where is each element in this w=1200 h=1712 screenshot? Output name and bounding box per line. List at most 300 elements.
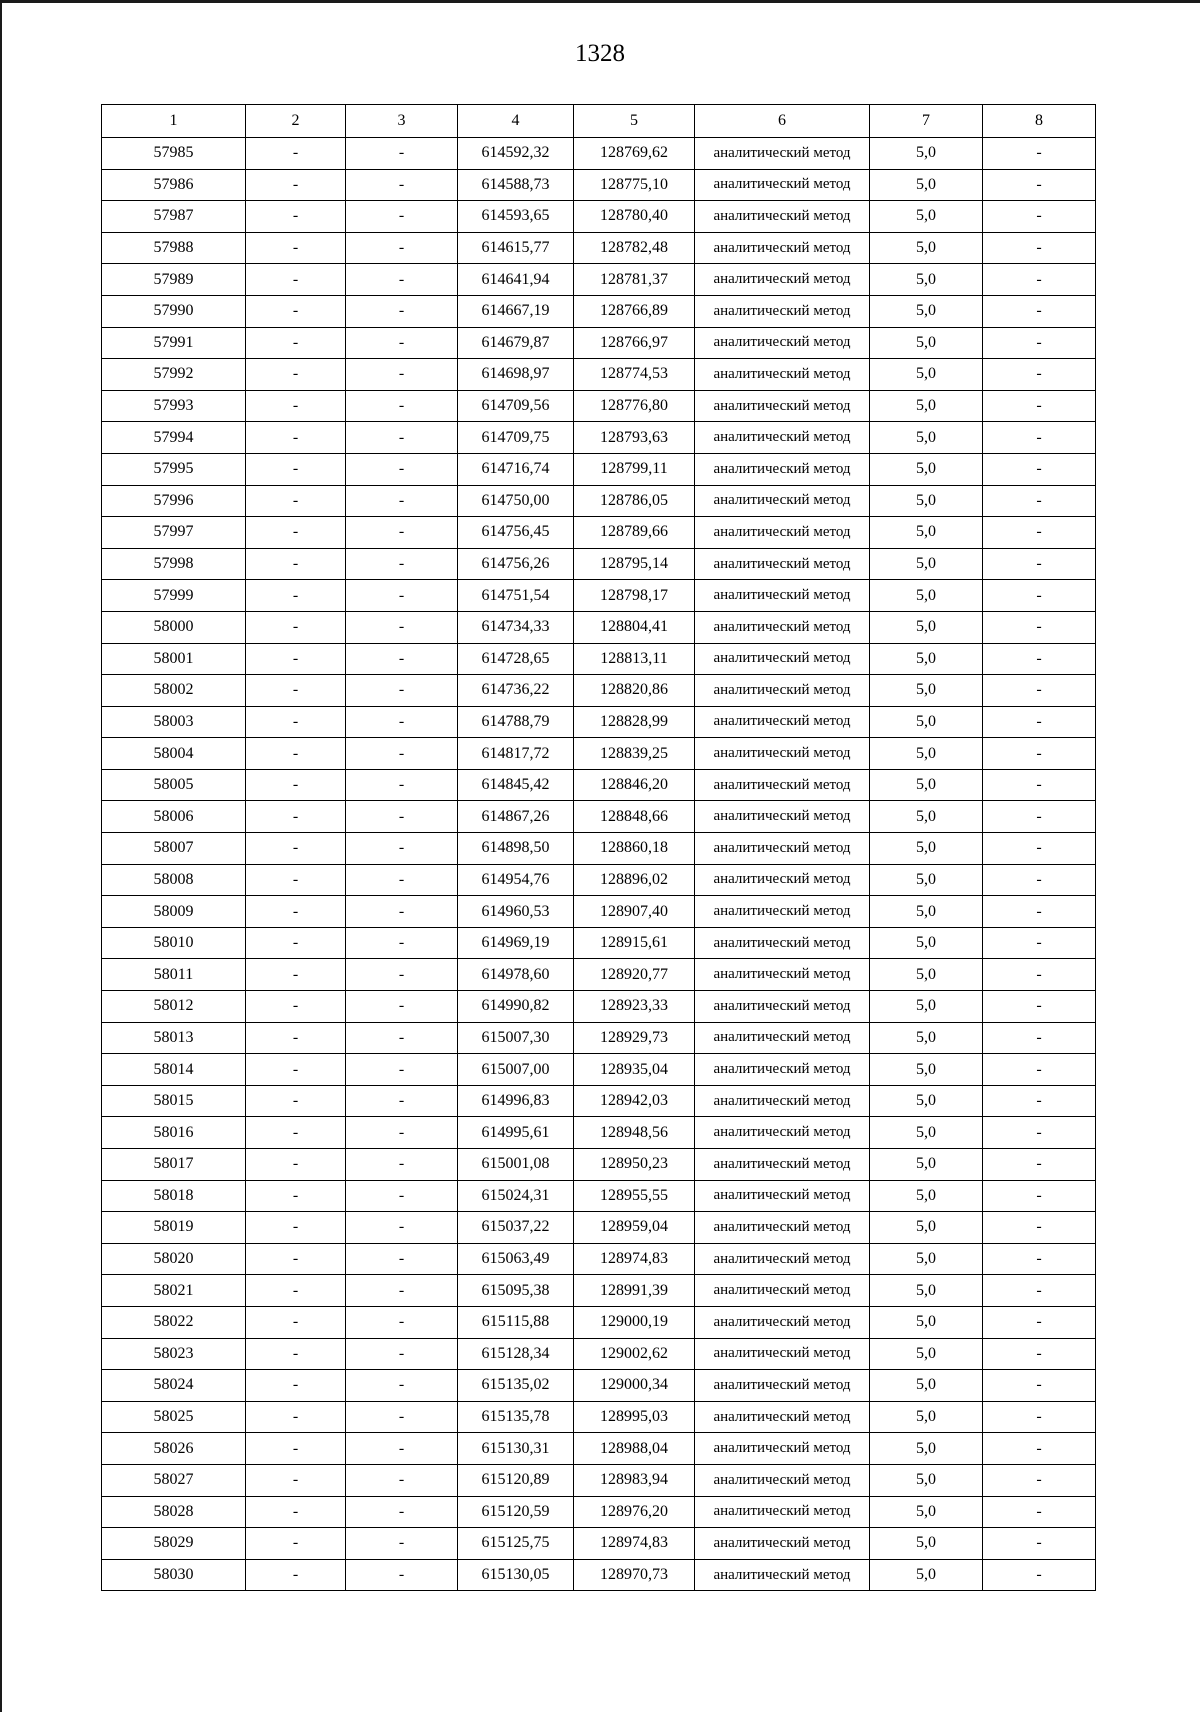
column-header-8: 8 — [983, 105, 1096, 138]
table-cell-col-6: аналитический метод — [695, 1306, 870, 1338]
table-cell-col-1: 57990 — [102, 295, 246, 327]
table-cell-col-5: 128860,18 — [574, 833, 695, 865]
table-cell-col-2: - — [246, 1370, 346, 1402]
table-cell-col-8: - — [983, 390, 1096, 422]
table-cell-col-2: - — [246, 1464, 346, 1496]
table-row — [102, 643, 1096, 675]
table-cell-col-5: 128789,66 — [574, 517, 695, 549]
table-cell-col-8: - — [983, 896, 1096, 928]
table-body — [102, 138, 1096, 1591]
table-row — [102, 1212, 1096, 1244]
table-cell-col-7: 5,0 — [870, 1085, 983, 1117]
table-cell-col-8: - — [983, 232, 1096, 264]
table-cell-col-7: 5,0 — [870, 1054, 983, 1086]
column-header-4: 4 — [458, 105, 574, 138]
table-cell-col-3: - — [346, 675, 458, 707]
table-cell-col-8: - — [983, 359, 1096, 391]
table-cell-col-3: - — [346, 991, 458, 1023]
table-cell-col-7: 5,0 — [870, 1433, 983, 1465]
table-cell-col-4: 614954,76 — [458, 864, 574, 896]
table-row — [102, 517, 1096, 549]
table-cell-col-3: - — [346, 1054, 458, 1086]
table-cell-col-4: 614615,77 — [458, 232, 574, 264]
table-cell-col-3: - — [346, 738, 458, 770]
table-cell-col-1: 57997 — [102, 517, 246, 549]
table-cell-col-8: - — [983, 548, 1096, 580]
table-cell-col-5: 128820,86 — [574, 675, 695, 707]
table-cell-col-2: - — [246, 959, 346, 991]
table-cell-col-4: 614716,74 — [458, 453, 574, 485]
table-cell-col-5: 128799,11 — [574, 453, 695, 485]
table-cell-col-3: - — [346, 927, 458, 959]
table-cell-col-8: - — [983, 1433, 1096, 1465]
table-cell-col-8: - — [983, 864, 1096, 896]
table-cell-col-1: 58022 — [102, 1306, 246, 1338]
table-cell-col-3: - — [346, 1433, 458, 1465]
table-cell-col-5: 128935,04 — [574, 1054, 695, 1086]
table-cell-col-2: - — [246, 1117, 346, 1149]
table-cell-col-5: 128988,04 — [574, 1433, 695, 1465]
table-cell-col-8: - — [983, 201, 1096, 233]
table-cell-col-3: - — [346, 1338, 458, 1370]
table-cell-col-4: 614734,33 — [458, 611, 574, 643]
table-cell-col-6: аналитический метод — [695, 169, 870, 201]
table-cell-col-6: аналитический метод — [695, 264, 870, 296]
table-cell-col-2: - — [246, 264, 346, 296]
table-row — [102, 833, 1096, 865]
table-cell-col-7: 5,0 — [870, 264, 983, 296]
table-row — [102, 1054, 1096, 1086]
table-cell-col-2: - — [246, 1433, 346, 1465]
table-cell-col-6: аналитический метод — [695, 295, 870, 327]
table-cell-col-8: - — [983, 1085, 1096, 1117]
table-cell-col-2: - — [246, 1496, 346, 1528]
table-cell-col-5: 128976,20 — [574, 1496, 695, 1528]
table-row — [102, 1370, 1096, 1402]
table-cell-col-8: - — [983, 422, 1096, 454]
table-row — [102, 1528, 1096, 1560]
table-cell-col-1: 58019 — [102, 1212, 246, 1244]
table-row — [102, 295, 1096, 327]
table-cell-col-5: 129002,62 — [574, 1338, 695, 1370]
table-cell-col-7: 5,0 — [870, 675, 983, 707]
table-cell-col-2: - — [246, 201, 346, 233]
table-cell-col-7: 5,0 — [870, 201, 983, 233]
table-cell-col-7: 5,0 — [870, 1401, 983, 1433]
table-cell-col-6: аналитический метод — [695, 327, 870, 359]
table-cell-col-5: 128923,33 — [574, 991, 695, 1023]
table-cell-col-1: 58015 — [102, 1085, 246, 1117]
table-cell-col-6: аналитический метод — [695, 580, 870, 612]
table-header-row — [102, 105, 1096, 138]
table-cell-col-8: - — [983, 1149, 1096, 1181]
table-cell-col-3: - — [346, 1464, 458, 1496]
table-cell-col-4: 614592,32 — [458, 138, 574, 170]
table-cell-col-3: - — [346, 864, 458, 896]
column-header-6: 6 — [695, 105, 870, 138]
table-row — [102, 138, 1096, 170]
table-cell-col-6: аналитический метод — [695, 1085, 870, 1117]
table-cell-col-8: - — [983, 1275, 1096, 1307]
table-row — [102, 959, 1096, 991]
table-cell-col-7: 5,0 — [870, 991, 983, 1023]
table-cell-col-4: 615063,49 — [458, 1243, 574, 1275]
table-cell-col-4: 614969,19 — [458, 927, 574, 959]
table-cell-col-4: 615037,22 — [458, 1212, 574, 1244]
table-cell-col-8: - — [983, 327, 1096, 359]
table-cell-col-8: - — [983, 453, 1096, 485]
table-row — [102, 580, 1096, 612]
table-cell-col-3: - — [346, 959, 458, 991]
table-cell-col-2: - — [246, 801, 346, 833]
table-cell-col-6: аналитический метод — [695, 864, 870, 896]
table-cell-col-5: 128804,41 — [574, 611, 695, 643]
table-cell-col-2: - — [246, 1022, 346, 1054]
table-cell-col-6: аналитический метод — [695, 548, 870, 580]
table-cell-col-6: аналитический метод — [695, 738, 870, 770]
table-cell-col-3: - — [346, 201, 458, 233]
table-row — [102, 1275, 1096, 1307]
table-cell-col-1: 58005 — [102, 769, 246, 801]
table-cell-col-5: 128839,25 — [574, 738, 695, 770]
table-cell-col-3: - — [346, 1370, 458, 1402]
table-cell-col-4: 614898,50 — [458, 833, 574, 865]
table-cell-col-5: 128991,39 — [574, 1275, 695, 1307]
table-cell-col-2: - — [246, 991, 346, 1023]
table-cell-col-8: - — [983, 959, 1096, 991]
table-cell-col-8: - — [983, 1212, 1096, 1244]
table-cell-col-2: - — [246, 706, 346, 738]
table-cell-col-4: 614756,45 — [458, 517, 574, 549]
table-cell-col-4: 615128,34 — [458, 1338, 574, 1370]
table-cell-col-5: 128920,77 — [574, 959, 695, 991]
table-cell-col-8: - — [983, 643, 1096, 675]
table-cell-col-2: - — [246, 1275, 346, 1307]
table-cell-col-7: 5,0 — [870, 138, 983, 170]
table-cell-col-6: аналитический метод — [695, 359, 870, 391]
table-cell-col-5: 128896,02 — [574, 864, 695, 896]
table-cell-col-5: 128798,17 — [574, 580, 695, 612]
table-row — [102, 1338, 1096, 1370]
table-row — [102, 611, 1096, 643]
table-cell-col-7: 5,0 — [870, 548, 983, 580]
table-cell-col-8: - — [983, 517, 1096, 549]
table-cell-col-2: - — [246, 1338, 346, 1370]
table-cell-col-1: 57989 — [102, 264, 246, 296]
table-cell-col-2: - — [246, 422, 346, 454]
table-cell-col-3: - — [346, 1243, 458, 1275]
table-row — [102, 264, 1096, 296]
table-cell-col-6: аналитический метод — [695, 1338, 870, 1370]
table-cell-col-3: - — [346, 1212, 458, 1244]
table-cell-col-5: 128775,10 — [574, 169, 695, 201]
table-cell-col-8: - — [983, 1496, 1096, 1528]
table-cell-col-6: аналитический метод — [695, 517, 870, 549]
table-cell-col-3: - — [346, 769, 458, 801]
table-cell-col-7: 5,0 — [870, 1559, 983, 1591]
table-cell-col-5: 128974,83 — [574, 1528, 695, 1560]
table-cell-col-6: аналитический метод — [695, 643, 870, 675]
table-cell-col-4: 615095,38 — [458, 1275, 574, 1307]
table-cell-col-2: - — [246, 1243, 346, 1275]
table-cell-col-6: аналитический метод — [695, 1054, 870, 1086]
table-cell-col-1: 58004 — [102, 738, 246, 770]
table-cell-col-6: аналитический метод — [695, 1212, 870, 1244]
table-cell-col-8: - — [983, 485, 1096, 517]
table-cell-col-6: аналитический метод — [695, 769, 870, 801]
table-cell-col-1: 58025 — [102, 1401, 246, 1433]
table-cell-col-5: 128766,89 — [574, 295, 695, 327]
table-cell-col-1: 57988 — [102, 232, 246, 264]
table-cell-col-5: 128915,61 — [574, 927, 695, 959]
table-cell-col-4: 614641,94 — [458, 264, 574, 296]
table-cell-col-1: 58009 — [102, 896, 246, 928]
table-cell-col-2: - — [246, 1306, 346, 1338]
table-cell-col-8: - — [983, 1528, 1096, 1560]
table-cell-col-2: - — [246, 833, 346, 865]
column-header-1: 1 — [102, 105, 246, 138]
column-header-2: 2 — [246, 105, 346, 138]
table-cell-col-5: 128907,40 — [574, 896, 695, 928]
table-cell-col-6: аналитический метод — [695, 896, 870, 928]
table-cell-col-1: 57992 — [102, 359, 246, 391]
table-cell-col-1: 57985 — [102, 138, 246, 170]
table-cell-col-2: - — [246, 1212, 346, 1244]
table-cell-col-1: 58029 — [102, 1528, 246, 1560]
table-row — [102, 1433, 1096, 1465]
table-cell-col-3: - — [346, 422, 458, 454]
table-cell-col-5: 128983,94 — [574, 1464, 695, 1496]
table-cell-col-7: 5,0 — [870, 706, 983, 738]
table-cell-col-1: 57995 — [102, 453, 246, 485]
table-row — [102, 801, 1096, 833]
table-cell-col-6: аналитический метод — [695, 1496, 870, 1528]
table-cell-col-3: - — [346, 295, 458, 327]
table-cell-col-3: - — [346, 1401, 458, 1433]
table-row — [102, 453, 1096, 485]
table-cell-col-4: 615115,88 — [458, 1306, 574, 1338]
table-cell-col-1: 58027 — [102, 1464, 246, 1496]
table-cell-col-8: - — [983, 1370, 1096, 1402]
table-cell-col-8: - — [983, 1117, 1096, 1149]
table-cell-col-5: 128795,14 — [574, 548, 695, 580]
column-header-5: 5 — [574, 105, 695, 138]
table-cell-col-7: 5,0 — [870, 1022, 983, 1054]
table-cell-col-5: 128781,37 — [574, 264, 695, 296]
table-cell-col-1: 58017 — [102, 1149, 246, 1181]
table-cell-col-3: - — [346, 1180, 458, 1212]
table-cell-col-6: аналитический метод — [695, 1433, 870, 1465]
table-cell-col-6: аналитический метод — [695, 1370, 870, 1402]
table-row — [102, 1306, 1096, 1338]
table-cell-col-1: 58000 — [102, 611, 246, 643]
table-row — [102, 422, 1096, 454]
table-cell-col-2: - — [246, 1528, 346, 1560]
table-cell-col-7: 5,0 — [870, 1275, 983, 1307]
table-cell-col-6: аналитический метод — [695, 611, 870, 643]
table-cell-col-7: 5,0 — [870, 1370, 983, 1402]
scan-border-top — [0, 0, 1200, 3]
table-cell-col-5: 128974,83 — [574, 1243, 695, 1275]
table-cell-col-3: - — [346, 548, 458, 580]
table-cell-col-2: - — [246, 232, 346, 264]
table-cell-col-7: 5,0 — [870, 453, 983, 485]
table-cell-col-4: 615125,75 — [458, 1528, 574, 1560]
table-cell-col-2: - — [246, 580, 346, 612]
table-cell-col-2: - — [246, 738, 346, 770]
table-cell-col-5: 128848,66 — [574, 801, 695, 833]
table-cell-col-3: - — [346, 390, 458, 422]
table-cell-col-2: - — [246, 896, 346, 928]
table-row — [102, 169, 1096, 201]
table-cell-col-8: - — [983, 1054, 1096, 1086]
table-cell-col-1: 57999 — [102, 580, 246, 612]
table-row — [102, 675, 1096, 707]
table-cell-col-1: 58028 — [102, 1496, 246, 1528]
table-row — [102, 1559, 1096, 1591]
table-cell-col-4: 614845,42 — [458, 769, 574, 801]
table-cell-col-8: - — [983, 738, 1096, 770]
table-cell-col-1: 57998 — [102, 548, 246, 580]
table-cell-col-1: 58008 — [102, 864, 246, 896]
table-cell-col-3: - — [346, 580, 458, 612]
table-cell-col-4: 614588,73 — [458, 169, 574, 201]
table-cell-col-3: - — [346, 138, 458, 170]
table-cell-col-2: - — [246, 1149, 346, 1181]
table-cell-col-4: 615007,00 — [458, 1054, 574, 1086]
table-cell-col-5: 128769,62 — [574, 138, 695, 170]
table-cell-col-8: - — [983, 1401, 1096, 1433]
table-cell-col-5: 128970,73 — [574, 1559, 695, 1591]
table-cell-col-7: 5,0 — [870, 169, 983, 201]
table-cell-col-1: 58014 — [102, 1054, 246, 1086]
table-cell-col-6: аналитический метод — [695, 1528, 870, 1560]
table-cell-col-3: - — [346, 1275, 458, 1307]
table-cell-col-1: 58026 — [102, 1433, 246, 1465]
table-cell-col-4: 614709,56 — [458, 390, 574, 422]
table-cell-col-1: 58024 — [102, 1370, 246, 1402]
table-cell-col-1: 58010 — [102, 927, 246, 959]
table-cell-col-6: аналитический метод — [695, 1149, 870, 1181]
table-cell-col-5: 129000,19 — [574, 1306, 695, 1338]
table-row — [102, 390, 1096, 422]
scan-border-left — [0, 0, 2, 1712]
table-cell-col-1: 57993 — [102, 390, 246, 422]
table-cell-col-5: 128995,03 — [574, 1401, 695, 1433]
table-cell-col-4: 614867,26 — [458, 801, 574, 833]
table-cell-col-4: 615120,89 — [458, 1464, 574, 1496]
coordinates-table — [101, 104, 1096, 1591]
table-cell-col-2: - — [246, 453, 346, 485]
table-cell-col-8: - — [983, 833, 1096, 865]
table-cell-col-7: 5,0 — [870, 1306, 983, 1338]
table-cell-col-6: аналитический метод — [695, 991, 870, 1023]
table-cell-col-4: 615120,59 — [458, 1496, 574, 1528]
table-cell-col-7: 5,0 — [870, 295, 983, 327]
table-cell-col-4: 615130,31 — [458, 1433, 574, 1465]
table-cell-col-6: аналитический метод — [695, 959, 870, 991]
table-cell-col-3: - — [346, 643, 458, 675]
table-cell-col-3: - — [346, 1559, 458, 1591]
table-cell-col-6: аналитический метод — [695, 927, 870, 959]
table-cell-col-7: 5,0 — [870, 801, 983, 833]
table-cell-col-8: - — [983, 1338, 1096, 1370]
table-cell-col-4: 614990,82 — [458, 991, 574, 1023]
table-cell-col-7: 5,0 — [870, 959, 983, 991]
table-row — [102, 1401, 1096, 1433]
table-cell-col-8: - — [983, 769, 1096, 801]
table-cell-col-6: аналитический метод — [695, 232, 870, 264]
table-cell-col-1: 57987 — [102, 201, 246, 233]
table-cell-col-4: 614817,72 — [458, 738, 574, 770]
table-cell-col-2: - — [246, 548, 346, 580]
table-cell-col-5: 128948,56 — [574, 1117, 695, 1149]
table-cell-col-8: - — [983, 991, 1096, 1023]
table-row — [102, 864, 1096, 896]
table-cell-col-3: - — [346, 1306, 458, 1338]
table-cell-col-2: - — [246, 1085, 346, 1117]
table-cell-col-3: - — [346, 896, 458, 928]
table-cell-col-8: - — [983, 1559, 1096, 1591]
table-cell-col-4: 614756,26 — [458, 548, 574, 580]
table-cell-col-7: 5,0 — [870, 927, 983, 959]
table-cell-col-2: - — [246, 485, 346, 517]
table-cell-col-5: 128774,53 — [574, 359, 695, 391]
table-cell-col-1: 58013 — [102, 1022, 246, 1054]
table-cell-col-6: аналитический метод — [695, 1464, 870, 1496]
table-cell-col-4: 615024,31 — [458, 1180, 574, 1212]
table-cell-col-3: - — [346, 264, 458, 296]
table-cell-col-3: - — [346, 1022, 458, 1054]
table-cell-col-6: аналитический метод — [695, 1559, 870, 1591]
table-cell-col-7: 5,0 — [870, 896, 983, 928]
table-cell-col-6: аналитический метод — [695, 390, 870, 422]
table-cell-col-1: 57991 — [102, 327, 246, 359]
table-cell-col-3: - — [346, 1117, 458, 1149]
table-cell-col-3: - — [346, 485, 458, 517]
table-row — [102, 991, 1096, 1023]
table-cell-col-1: 58023 — [102, 1338, 246, 1370]
table-cell-col-4: 615135,78 — [458, 1401, 574, 1433]
table-row — [102, 359, 1096, 391]
table-cell-col-8: - — [983, 801, 1096, 833]
table-row — [102, 1243, 1096, 1275]
table-cell-col-2: - — [246, 138, 346, 170]
table-cell-col-5: 128780,40 — [574, 201, 695, 233]
table-cell-col-4: 614978,60 — [458, 959, 574, 991]
table-cell-col-4: 614960,53 — [458, 896, 574, 928]
table-cell-col-1: 58001 — [102, 643, 246, 675]
table-cell-col-5: 128782,48 — [574, 232, 695, 264]
table-cell-col-4: 614698,97 — [458, 359, 574, 391]
table-cell-col-2: - — [246, 769, 346, 801]
table-cell-col-7: 5,0 — [870, 485, 983, 517]
table-cell-col-1: 58018 — [102, 1180, 246, 1212]
table-cell-col-3: - — [346, 453, 458, 485]
table-row — [102, 232, 1096, 264]
table-cell-col-1: 58003 — [102, 706, 246, 738]
table-cell-col-6: аналитический метод — [695, 422, 870, 454]
table-cell-col-5: 128828,99 — [574, 706, 695, 738]
table-cell-col-5: 129000,34 — [574, 1370, 695, 1402]
table-cell-col-5: 128786,05 — [574, 485, 695, 517]
table-cell-col-1: 58021 — [102, 1275, 246, 1307]
table-cell-col-1: 58012 — [102, 991, 246, 1023]
table-cell-col-4: 614788,79 — [458, 706, 574, 738]
table-cell-col-2: - — [246, 1180, 346, 1212]
table-cell-col-7: 5,0 — [870, 517, 983, 549]
table-cell-col-8: - — [983, 138, 1096, 170]
